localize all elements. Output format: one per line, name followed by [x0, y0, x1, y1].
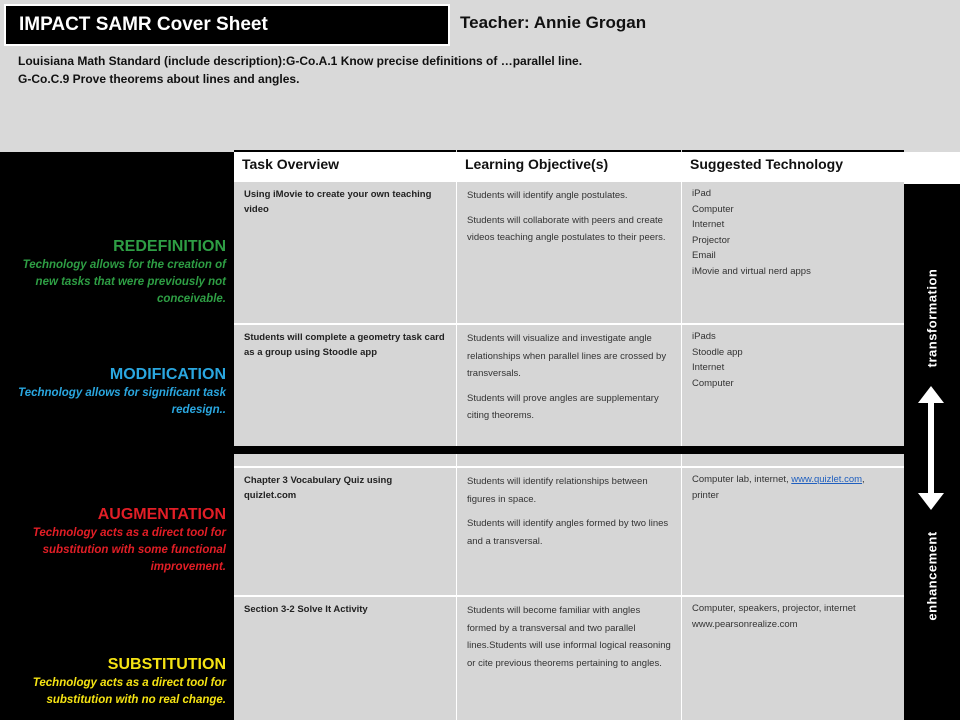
level-modification — [4, 365, 226, 419]
row3-task: Chapter 3 Vocabulary Quiz using quizlet.com — [234, 468, 456, 595]
level-name: SUBSTITUTION — [107, 656, 226, 673]
transformation-label: transformation — [924, 268, 940, 368]
level-description: Technology acts as a direct tool for substitution with some functional improvement. — [32, 527, 226, 573]
tech-item: Projector — [692, 234, 731, 246]
tech-item: Computer, speakers, projector, internet — [692, 603, 856, 614]
page-title: IMPACT SAMR Cover Sheet — [4, 4, 450, 46]
header-suggested-technology: Suggested Technology — [682, 150, 904, 182]
objective-text: Students will collaborate with peers and create videos teaching angle postulates to their peers. — [467, 214, 666, 243]
tech-item: Computer — [692, 203, 734, 215]
standard-line-1: Louisiana Math Standard (include description):G-Co.A.1 Know precise definitions of …parallel line. — [18, 54, 583, 68]
tech-item: Internet — [692, 219, 725, 230]
level-augmentation — [4, 505, 226, 576]
level-name: MODIFICATION — [109, 366, 226, 383]
tech-item: iMovie and virtual nerd apps — [692, 265, 811, 277]
teacher-name: Teacher: Annie Grogan — [460, 13, 647, 32]
tech-item: iPad — [692, 188, 712, 199]
standard-line-2: G-Co.C.9 Prove theorems about lines and angles. — [18, 72, 300, 86]
tech-item: Computer lab, internet, — [692, 474, 789, 485]
quizlet-link[interactable]: www.quizlet.com — [791, 474, 863, 485]
objective-text: Students will identify relationships between figures in space. — [467, 476, 648, 505]
level-name: REDEFINITION — [113, 238, 226, 255]
row2-task: Students will complete a geometry task card as a group using Stoodle app — [234, 325, 456, 446]
objective-text: Students will identify angles formed by two lines and a transversal. — [467, 518, 669, 547]
double-arrow-icon — [918, 386, 944, 510]
row3-objectives — [457, 468, 681, 595]
objective-text: Students will visualize and investigate angle relationships when parallel lines are crossed by transversals. — [467, 333, 667, 379]
row1-objectives — [457, 182, 681, 323]
row4-technology — [682, 597, 904, 720]
tech-item: Internet — [692, 362, 725, 373]
row1-technology — [682, 182, 904, 323]
objective-text: Students will identify angle postulates. — [467, 190, 628, 201]
tech-item: , printer — [692, 474, 865, 501]
row1-task: Using iMovie to create your own teaching video — [234, 182, 456, 323]
level-description: Technology acts as a direct tool for substitution with no real change. — [32, 677, 226, 706]
tech-item: Email — [692, 250, 716, 261]
spacer-cell — [457, 454, 681, 466]
tech-item: www.pearsonrealize.com — [692, 618, 798, 630]
header-task-overview: Task Overview — [234, 150, 456, 182]
objective-text: Students will become familiar with angles formed by a transversal and two parallel lines.Students will use informal logical reasoning or cite previous theorems pertaining to angles. — [467, 605, 671, 669]
tech-item: Stoodle app — [692, 346, 743, 358]
tech-item: iPads — [692, 331, 716, 342]
level-description: Technology allows for significant task redesign.. — [18, 387, 226, 416]
spacer-cell — [682, 454, 904, 466]
row4-objectives — [457, 597, 681, 720]
level-description: Technology allows for the creation of new tasks that were previously not conceivable. — [22, 259, 226, 305]
enhancement-label: enhancement — [924, 531, 940, 621]
math-standard — [18, 52, 738, 88]
row3-technology — [682, 468, 904, 595]
row2-objectives — [457, 325, 681, 446]
objective-text: Students will prove angles are supplementary citing theorems. — [467, 392, 659, 421]
spacer-cell — [234, 454, 456, 466]
section-divider — [234, 446, 904, 454]
level-redefinition — [4, 237, 226, 308]
tech-item: Computer — [692, 377, 734, 389]
row2-technology — [682, 325, 904, 446]
level-name: AUGMENTATION — [97, 506, 226, 523]
level-substitution — [4, 655, 226, 709]
header-learning-objectives: Learning Objective(s) — [457, 150, 681, 182]
row4-task: Section 3-2 Solve It Activity — [234, 597, 456, 720]
